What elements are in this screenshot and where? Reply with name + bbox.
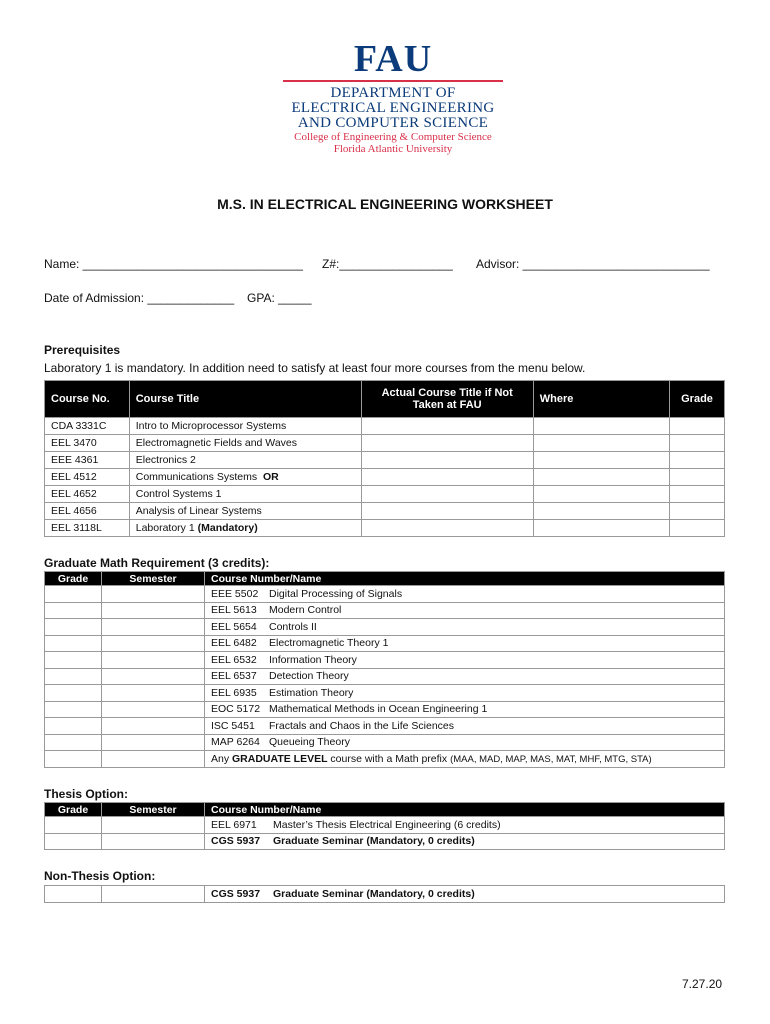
course-title-text: Control Systems 1 <box>135 488 222 500</box>
course-no: CDA 3331C <box>45 418 130 435</box>
course-name: Controls II <box>269 620 317 633</box>
semester-cell[interactable] <box>102 685 205 702</box>
course-name: Master’s Thesis Electrical Engineering (6 credits) <box>273 818 501 831</box>
col-course-name: Course Number/Name <box>205 803 725 817</box>
table-row <box>45 668 725 685</box>
table-row <box>45 452 725 469</box>
admission-date-field[interactable]: Date of Admission: _____________ <box>44 291 235 305</box>
math-heading: Graduate Math Requirement (3 credits): <box>44 556 270 570</box>
course-title <box>129 452 361 469</box>
col-actual-title: Actual Course Title if Not Taken at FAU <box>361 381 533 418</box>
logo-text: FAU <box>353 38 433 80</box>
semester-cell[interactable] <box>102 718 205 735</box>
actual-title-cell[interactable] <box>361 418 533 435</box>
where-cell[interactable] <box>533 503 669 520</box>
nonthesis-table <box>44 885 725 903</box>
course-title <box>129 503 361 520</box>
course-number: EOC 5172 <box>211 703 261 716</box>
semester-cell[interactable] <box>102 602 205 619</box>
thesis-header-row <box>45 803 725 817</box>
course-name: Graduate Seminar (Mandatory, 0 credits) <box>273 835 475 848</box>
grade-cell[interactable] <box>45 751 102 768</box>
course-name: Mathematical Methods in Ocean Engineering 1 <box>269 703 488 716</box>
or-label: OR <box>262 471 279 483</box>
course-cell <box>205 635 725 652</box>
table-row <box>45 486 725 503</box>
course-no: EEL 4652 <box>45 486 130 503</box>
course-cell <box>205 886 725 903</box>
course-number: CGS 5937 <box>211 835 261 848</box>
semester-cell[interactable] <box>102 886 205 903</box>
table-row <box>45 418 725 435</box>
table-row <box>45 586 725 603</box>
course-number: EEL 6971 <box>211 818 257 831</box>
advisor-field[interactable]: Advisor: ____________________________ <box>476 257 710 271</box>
course-number: EEL 6935 <box>211 686 257 699</box>
dept-line-3: AND COMPUTER SCIENCE <box>297 115 489 131</box>
table-row <box>45 435 725 452</box>
grade-cell[interactable] <box>670 503 725 520</box>
prereq-note: Laboratory 1 is mandatory. In addition need to satisfy at least four more courses from the menu below. <box>44 361 586 375</box>
page-title: M.S. IN ELECTRICAL ENGINEERING WORKSHEET <box>217 196 553 212</box>
course-no: EEL 4512 <box>45 469 130 486</box>
semester-cell[interactable] <box>102 652 205 669</box>
actual-title-cell[interactable] <box>361 469 533 486</box>
col-semester: Semester <box>102 803 205 817</box>
math-prefix-label: course with a Math prefix <box>330 752 448 765</box>
course-name: Detection Theory <box>269 670 349 683</box>
course-name: Queueing Theory <box>269 736 350 749</box>
z-number-field[interactable]: Z#:_________________ <box>322 257 453 271</box>
grade-cell[interactable] <box>45 619 102 636</box>
name-field[interactable]: Name: _________________________________ <box>44 257 303 271</box>
dept-line-2: ELECTRICAL ENGINEERING <box>291 100 495 116</box>
course-cell <box>205 701 725 718</box>
course-number: EEL 5654 <box>211 620 257 633</box>
dept-line-1: DEPARTMENT OF <box>330 85 456 101</box>
course-name: Estimation Theory <box>269 686 354 699</box>
course-cell <box>205 685 725 702</box>
course-cell <box>205 602 725 619</box>
math-table <box>44 571 725 768</box>
course-name: Digital Processing of Signals <box>269 587 403 600</box>
college-name: College of Engineering & Computer Science <box>294 131 492 143</box>
table-row <box>45 886 725 903</box>
grade-cell[interactable] <box>45 701 102 718</box>
table-row <box>45 503 725 520</box>
table-row <box>45 635 725 652</box>
col-course-name: Course Number/Name <box>205 572 725 586</box>
table-row <box>45 751 725 768</box>
where-cell[interactable] <box>533 486 669 503</box>
grade-cell[interactable] <box>670 520 725 537</box>
grade-cell[interactable] <box>45 817 102 834</box>
course-number: EEL 6532 <box>211 653 257 666</box>
course-no: EEL 4656 <box>45 503 130 520</box>
course-number: EEL 6537 <box>211 670 257 683</box>
where-cell[interactable] <box>533 520 669 537</box>
course-title-text: Communications Systems <box>135 471 258 483</box>
course-name: Information Theory <box>269 653 357 666</box>
course-name: Modern Control <box>269 604 342 617</box>
actual-title-cell[interactable] <box>361 486 533 503</box>
grade-cell[interactable] <box>45 718 102 735</box>
course-no: EEL 3470 <box>45 435 130 452</box>
grade-cell[interactable] <box>45 734 102 751</box>
grade-cell[interactable] <box>670 486 725 503</box>
math-header-row <box>45 572 725 586</box>
course-number: EEL 5613 <box>211 604 257 617</box>
where-cell[interactable] <box>533 469 669 486</box>
table-row <box>45 701 725 718</box>
prereq-table <box>44 380 725 537</box>
thesis-table <box>44 802 725 850</box>
course-title-text: Electronics 2 <box>135 454 196 466</box>
fau-logo <box>283 40 503 155</box>
grade-cell[interactable] <box>45 886 102 903</box>
grade-cell[interactable] <box>670 452 725 469</box>
grade-cell[interactable] <box>670 469 725 486</box>
prereq-header-row <box>45 381 725 418</box>
col-course-no: Course No. <box>45 381 130 418</box>
math-prefix-list: (MAA, MAD, MAP, MAS, MAT, MHF, MTG, STA) <box>450 753 652 765</box>
course-cell <box>205 833 725 850</box>
course-name: Graduate Seminar (Mandatory, 0 credits) <box>273 887 475 900</box>
actual-title-cell[interactable] <box>361 503 533 520</box>
grade-cell[interactable] <box>45 602 102 619</box>
semester-cell[interactable] <box>102 751 205 768</box>
course-cell <box>205 652 725 669</box>
semester-cell[interactable] <box>102 817 205 834</box>
table-row <box>45 833 725 850</box>
semester-cell[interactable] <box>102 635 205 652</box>
col-grade: Grade <box>45 572 102 586</box>
course-title-text: Intro to Microprocessor Systems <box>135 420 287 432</box>
course-cell <box>205 817 725 834</box>
grade-cell[interactable] <box>45 586 102 603</box>
course-title-text: Laboratory 1 <box>135 522 195 534</box>
col-grade: Grade <box>670 381 725 418</box>
course-title <box>129 486 361 503</box>
footer-date: 7.27.20 <box>682 977 723 991</box>
semester-cell[interactable] <box>102 734 205 751</box>
course-cell <box>205 586 725 603</box>
course-cell <box>205 619 725 636</box>
actual-title-cell[interactable] <box>361 435 533 452</box>
prereq-heading: Prerequisites <box>44 343 121 357</box>
gpa-field[interactable]: GPA: _____ <box>247 291 312 305</box>
grade-cell[interactable] <box>45 635 102 652</box>
course-number: MAP 6264 <box>211 736 260 749</box>
col-semester: Semester <box>102 572 205 586</box>
course-number: EEE 5502 <box>211 587 259 600</box>
course-cell <box>205 718 725 735</box>
mandatory-label: (Mandatory) <box>197 522 258 534</box>
grade-cell[interactable] <box>670 435 725 452</box>
actual-title-cell[interactable] <box>361 452 533 469</box>
course-title <box>129 435 361 452</box>
semester-cell[interactable] <box>102 668 205 685</box>
grade-cell[interactable] <box>45 833 102 850</box>
grade-cell[interactable] <box>45 668 102 685</box>
university-name: Florida Atlantic University <box>333 143 453 155</box>
where-cell[interactable] <box>533 418 669 435</box>
col-where: Where <box>533 381 669 418</box>
course-cell <box>205 751 725 768</box>
col-course-title: Course Title <box>129 381 361 418</box>
course-cell <box>205 734 725 751</box>
table-row <box>45 718 725 735</box>
table-row <box>45 602 725 619</box>
table-row <box>45 734 725 751</box>
course-title <box>129 418 361 435</box>
where-cell[interactable] <box>533 435 669 452</box>
semester-cell[interactable] <box>102 586 205 603</box>
table-row <box>45 520 725 537</box>
semester-cell[interactable] <box>102 701 205 718</box>
course-number: EEL 6482 <box>211 637 257 650</box>
table-row <box>45 652 725 669</box>
course-cell <box>205 668 725 685</box>
course-name: Electromagnetic Theory 1 <box>269 637 389 650</box>
where-cell[interactable] <box>533 452 669 469</box>
col-grade: Grade <box>45 803 102 817</box>
table-row <box>45 685 725 702</box>
course-number: ISC 5451 <box>211 719 255 732</box>
course-no: EEE 4361 <box>45 452 130 469</box>
course-name: Fractals and Chaos in the Life Sciences <box>269 719 455 732</box>
logo-rule <box>283 80 503 82</box>
course-title <box>129 520 361 537</box>
thesis-heading: Thesis Option: <box>44 787 128 801</box>
table-row <box>45 469 725 486</box>
nonthesis-heading: Non-Thesis Option: <box>44 869 156 883</box>
course-title-text: Analysis of Linear Systems <box>135 505 262 517</box>
course-no: EEL 3118L <box>45 520 130 537</box>
actual-title-cell[interactable] <box>361 520 533 537</box>
graduate-level-label: GRADUATE LEVEL <box>232 752 328 765</box>
grade-cell[interactable] <box>45 652 102 669</box>
semester-cell[interactable] <box>102 833 205 850</box>
table-row <box>45 619 725 636</box>
grade-cell[interactable] <box>670 418 725 435</box>
course-title-text: Electromagnetic Fields and Waves <box>135 437 297 449</box>
any-label: Any <box>211 752 230 765</box>
grade-cell[interactable] <box>45 685 102 702</box>
table-row <box>45 817 725 834</box>
semester-cell[interactable] <box>102 619 205 636</box>
course-number: CGS 5937 <box>211 887 261 900</box>
course-title <box>129 469 361 486</box>
